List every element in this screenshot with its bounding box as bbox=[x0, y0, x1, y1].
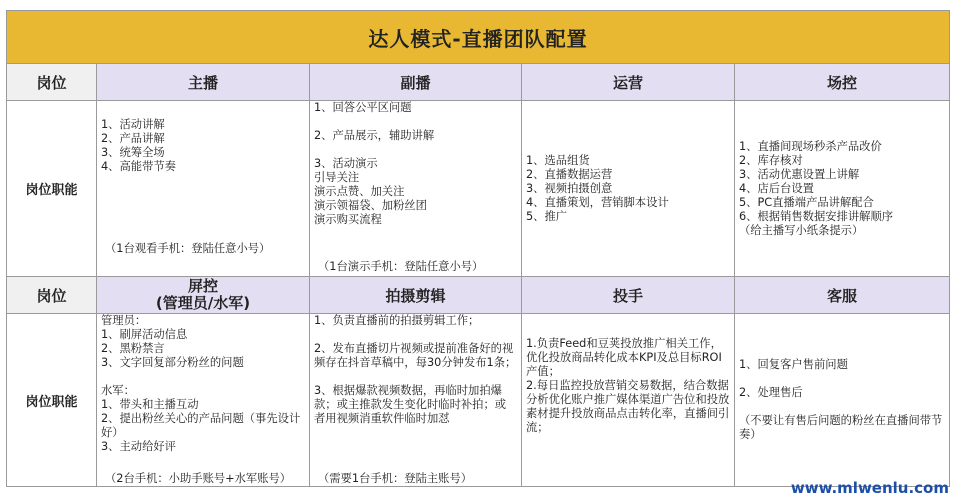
list-item: 5、推广 bbox=[526, 209, 568, 223]
list-item: 2、直播数据运营 bbox=[526, 167, 613, 181]
role-service: 客服 bbox=[735, 277, 950, 314]
list-item: 2、库存核对 bbox=[739, 153, 803, 167]
list-item: 1、刷屏活动信息 bbox=[101, 328, 188, 341]
role-header-row-bottom bbox=[7, 277, 950, 314]
role-assistant: 副播 bbox=[310, 64, 522, 101]
device-note: （1台演示手机：登陆任意小号） bbox=[318, 260, 484, 273]
list-item: 1、负责直播前的拍摄剪辑工作； bbox=[314, 314, 480, 327]
list-item: 2、产品讲解 bbox=[101, 132, 165, 145]
list-item: 演示购买流程 bbox=[314, 213, 382, 226]
list-item: （给主播写小纸条提示） bbox=[739, 223, 864, 237]
shooting-duties bbox=[310, 314, 522, 487]
list-item: 3、根据爆款视频数据，再临时加拍爆款；或主推款发生变化时临时补拍；或者用视频消重软件临时加怼 bbox=[314, 384, 507, 425]
list-item: 1、回复客户售前问题 bbox=[739, 358, 848, 371]
list-item: 3、视频拍摄创意 bbox=[526, 181, 613, 195]
list-item: 演示点赞、加关注 bbox=[314, 185, 405, 198]
list-item: 2.每日监控投放营销交易数据，结合数据分析优化账户推广媒体渠道广告位和投放素材提升投放商品点击转化率，直播间引流； bbox=[526, 379, 730, 434]
list-item: 3、主动给好评 bbox=[101, 440, 176, 453]
duty-row-top bbox=[7, 101, 950, 277]
device-note: （需要1台手机：登陆主账号） bbox=[318, 472, 473, 485]
role-header-row-top bbox=[7, 64, 950, 101]
list-item: 3、活动优惠设置上讲解 bbox=[739, 167, 860, 181]
anchor-duties bbox=[97, 101, 310, 277]
position-label: 岗位 bbox=[7, 64, 97, 101]
service-duties bbox=[735, 314, 950, 487]
role-adbuyer: 投手 bbox=[522, 277, 735, 314]
role-screen-sub: (管理员/水军) bbox=[155, 294, 251, 312]
list-item: 6、根据销售数据安排讲解顺序 bbox=[739, 209, 894, 223]
team-config-table bbox=[6, 10, 950, 487]
device-note: （1台观看手机：登陆任意小号） bbox=[105, 242, 271, 255]
list-item: 管理员： bbox=[101, 314, 147, 327]
role-anchor: 主播 bbox=[97, 64, 310, 101]
duty-label: 岗位职能 bbox=[7, 314, 97, 487]
role-screen-name: 屏控 bbox=[187, 277, 218, 295]
list-item: 1、直播间现场秒杀产品改价 bbox=[739, 139, 882, 153]
site-watermark: www.mlwenlu.com bbox=[790, 479, 949, 497]
list-item: 1、活动讲解 bbox=[101, 118, 165, 131]
position-label: 岗位 bbox=[7, 277, 97, 314]
list-item: 5、PC直播端产品讲解配合 bbox=[739, 195, 874, 209]
list-item: 3、统筹全场 bbox=[101, 146, 165, 159]
list-item: 2、产品展示，辅助讲解 bbox=[314, 129, 435, 142]
list-item: 1、回答公平区问题 bbox=[314, 101, 412, 114]
role-screen bbox=[97, 277, 310, 314]
role-operation: 运营 bbox=[522, 64, 735, 101]
role-control: 场控 bbox=[735, 64, 950, 101]
list-item: 引导关注 bbox=[314, 171, 360, 184]
table-title: 达人模式-直播团队配置 bbox=[7, 11, 950, 64]
list-item: （不要让有售后问题的粉丝在直播间带节奏） bbox=[739, 414, 943, 441]
screen-duties bbox=[97, 314, 310, 487]
operation-duties bbox=[522, 101, 735, 277]
list-item: 水军： bbox=[101, 384, 135, 397]
device-note: （2台手机：小助手账号+水军账号） bbox=[105, 472, 292, 485]
duty-row-bottom bbox=[7, 314, 950, 487]
list-item: 演示领福袋、加粉丝团 bbox=[314, 199, 427, 212]
list-item: 4、店后台设置 bbox=[739, 181, 814, 195]
adbuyer-duties bbox=[522, 314, 735, 487]
control-duties bbox=[735, 101, 950, 277]
list-item: 1、带头和主播互动 bbox=[101, 398, 199, 411]
assistant-duties bbox=[310, 101, 522, 277]
list-item: 4、直播策划，营销脚本设计 bbox=[526, 195, 669, 209]
duty-label: 岗位职能 bbox=[7, 101, 97, 277]
list-item: 4、高能带节奏 bbox=[101, 160, 176, 173]
list-item: 2、发布直播切片视频或提前准备好的视频存在抖音草稿中，每30分钟发布1条； bbox=[314, 342, 517, 369]
list-item: 2、处理售后 bbox=[739, 386, 803, 399]
role-shooting: 拍摄剪辑 bbox=[310, 277, 522, 314]
list-item: 3、文字回复部分粉丝的问题 bbox=[101, 356, 244, 369]
list-item: 2、黑粉禁言 bbox=[101, 342, 165, 355]
list-item: 2、提出粉丝关心的产品问题（事先设计好） bbox=[101, 412, 301, 439]
list-item: 3、活动演示 bbox=[314, 157, 378, 170]
list-item: 1.负责Feed和豆荚投放推广相关工作，优化投放商品转化成本KPI及总目标ROI产值； bbox=[526, 337, 722, 378]
list-item: 1、选品组货 bbox=[526, 153, 590, 167]
